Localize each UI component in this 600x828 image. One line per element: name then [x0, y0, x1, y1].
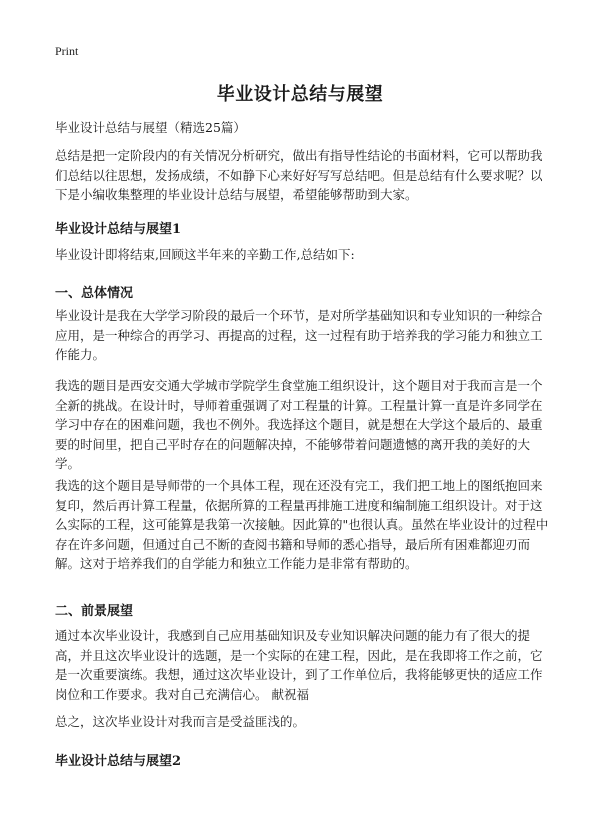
- section-2-heading: 毕业设计总结与展望2: [55, 754, 182, 769]
- part-1-paragraph-2: 我选的题目是西安交通大学城市学院学生食堂施工组织设计，这个题目对于我而言是一个全新的挑战。在设计时，导师着重强调了对工程量的计算。工程量计算一直是许多同学在学习中存在的困难问题，我也不例外。我选择这个题目，就是想在大学这个最后的、最重要的时间里，把自己平时存在的问题解决掉，不能够带着问题遗憾的离开我的美好的大学。: [55, 378, 543, 471]
- part-2-paragraph-1: 通过本次毕业设计，我感到自己应用基础知识及专业知识解决问题的能力有了很大的提高，并且这次毕业设计的选题，是一个实际的在建工程，因此，是在我即将工作之前，它是一次重要演练。我想，通过这次毕业设计，到了工作单位后，我将能够更快的适应工作岗位和工作要求。我对自己充满信心。 献祝福: [55, 628, 543, 702]
- part-1-paragraph-3: 我选的这个题目是导师带的一个具体工程，现在还没有完工，我们把工地上的图纸抱回来复印，然后再计算工程量，依据所算的工程量再排施工进度和编制施工组织设计。对于这么实际的工程，这可能算是我第一次接触。因此算的"也很认真。虽然在毕业设计的过程中存在许多问题，但通过自己不断的查阅书籍和导师的悉心指导，最后所有困难都迎刃而解。这对于培养我们的自学能力和独立工作能力是非常有帮助的。: [55, 478, 549, 571]
- section-1-heading: 毕业设计总结与展望1: [55, 222, 182, 237]
- section-1-lead: 毕业设计即将结束,回顾这半年来的辛勤工作,总结如下:: [55, 247, 355, 262]
- part-2-paragraph-2: 总之，这次毕业设计对我而言是受益匪浅的。: [55, 714, 306, 729]
- document-subtitle: 毕业设计总结与展望（精选25篇）: [55, 120, 246, 135]
- part-1-heading: 一、总体情况: [55, 286, 134, 301]
- print-link[interactable]: Print: [55, 44, 79, 58]
- part-1-paragraph-1: 毕业设计是我在大学学习阶段的最后一个环节，是对所学基础知识和专业知识的一种综合应用，是一种综合的再学习、再提高的过程，这一过程有助于培养我的学习能力和独立工作能力。: [55, 308, 543, 362]
- page-title: 毕业设计总结与展望: [216, 84, 384, 105]
- part-2-heading: 二、前景展望: [55, 604, 134, 619]
- intro-paragraph: 总结是把一定阶段内的有关情况分析研究，做出有指导性结论的书面材料，它可以帮助我们总结以往思想，发扬成绩，不如静下心来好好写写总结吧。但是总结有什么要求呢？以下是小编收集整理的毕业设计总结与展望，希望能够帮助到大家。: [55, 148, 543, 202]
